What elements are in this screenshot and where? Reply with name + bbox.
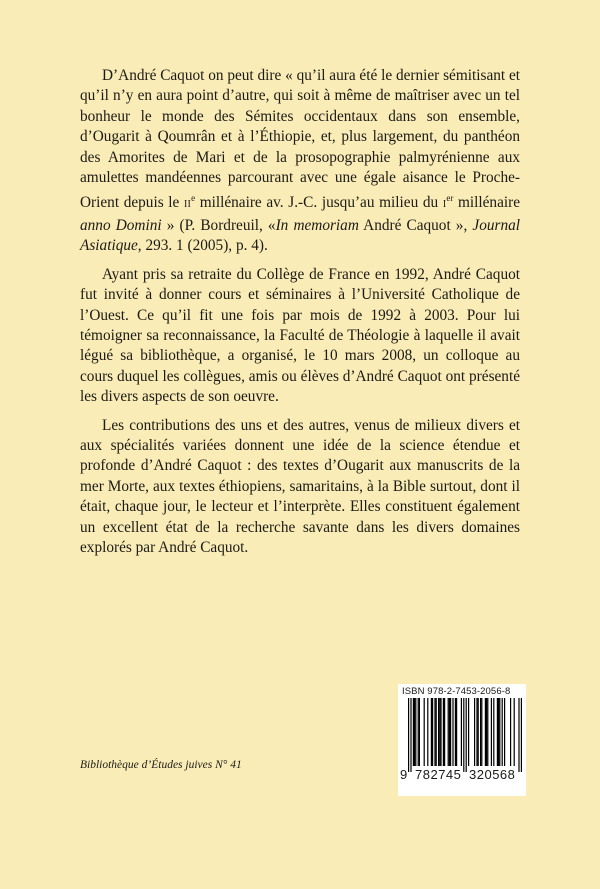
barcode-bar — [427, 698, 428, 766]
barcode-bar — [474, 698, 475, 766]
barcode-bar — [521, 698, 522, 772]
barcode-bar — [493, 698, 494, 766]
barcode-bar — [449, 698, 450, 766]
isbn-label: ISBN 978-2-7453-2056-8 — [402, 686, 511, 697]
barcode-bar — [514, 698, 515, 766]
roman-numeral-ii: II — [184, 199, 192, 211]
barcode-bar — [455, 698, 456, 766]
barcode-bar — [410, 698, 411, 772]
barcode-bar — [499, 698, 500, 766]
superscript-e: e — [191, 193, 196, 204]
barcode-bar — [408, 698, 409, 772]
barcode-bar — [463, 698, 464, 772]
barcode-bar — [439, 698, 440, 766]
barcode-bar — [419, 698, 420, 766]
barcode-bar — [456, 698, 457, 766]
ean-right-digits: 320568 — [469, 767, 516, 782]
ean-first-digit: 9 — [400, 767, 408, 782]
barcode-bar — [510, 698, 511, 766]
blurb-text — [80, 66, 520, 566]
barcode-bar — [461, 698, 462, 766]
roman-numeral-i: I — [442, 199, 447, 211]
isbn-barcode — [398, 684, 526, 796]
barcode-bar — [418, 698, 419, 766]
paragraph-1: D’André Caquot on peut dire « qu’il aura été le dernier sémitisant et qu’il n’y en aura point d’autre, qui soit à même de maîtriser avec un tel bonheur le monde des Sémites occidentaux dans son ensemble, d’Ougarit à Qoumrân et à l’Éthiopie, et, plus largement, du panthéon des Amorites de Mari et de la prosopographie palmyrénienne aux amulettes mandéennes parcourant avec une égale aisance le Proche-Orient depuis le IIe millénaire av. J.-C. jusqu’au milieu du Ier millénaire anno Domini » (P. Bordreuil, «In memoriam André Caquot », Journal Asiatique, 293. 1 (2005), p. 4). — [80, 67, 520, 255]
barcode-bar — [498, 698, 499, 766]
barcode-bar — [415, 698, 416, 766]
journal-title: Journal Asiatique — [80, 216, 520, 255]
barcode-bar — [448, 698, 449, 766]
anno-domini: anno Domini — [80, 216, 162, 234]
barcode-bar — [414, 698, 415, 766]
series-title: Bibliothèque d’Études juives N° 41 — [80, 759, 242, 771]
barcode-bar — [440, 698, 441, 766]
barcode-bar — [486, 698, 487, 766]
barcode-bar — [518, 698, 519, 772]
barcode-bar — [481, 698, 482, 766]
barcode-bar — [466, 698, 467, 772]
ean-digits — [398, 767, 526, 785]
barcode-bar — [452, 698, 453, 766]
ean-left-digits: 782745 — [415, 767, 462, 782]
barcode-bar — [504, 698, 505, 766]
barcode-bar — [438, 698, 439, 766]
paragraph-2: Ayant pris sa retraite du Collège de France en 1992, André Caquot fut invité à donner cours et séminaires à l’Université Catholique de l’Ouest. Ce qu’il fit une fois par mois de 1992 à 2003. Pour lui témoigner sa reconnaissance, la Faculté de Théologie à laquelle il avait légué sa bibliothèque, a organisé, le 10 mars 2008, un colloque au cours duquel les collègues, amis ou élèves d’André Caquot ont présenté les divers aspects de son oeuvre. — [80, 265, 520, 406]
barcode-bar — [434, 698, 435, 766]
barcode-bar — [432, 698, 433, 766]
barcode-bar — [436, 698, 437, 766]
barcode-bar — [487, 698, 488, 766]
barcode-bar — [491, 698, 492, 766]
barcode-bar — [431, 698, 432, 766]
barcode-bar — [468, 698, 469, 766]
barcode-bar — [450, 698, 451, 766]
barcode-bar — [413, 698, 414, 766]
barcode-bar — [497, 698, 498, 766]
barcode-bars — [398, 698, 526, 774]
barcode-bar — [444, 698, 445, 766]
paragraph-3: Les contributions des uns et des autres, venus de milieux divers et aux spécialités variées donnent une idée de la science étendue et profonde d’André Caquot : des textes d’Ougarit aux manuscrits de la mer Morte, aux textes éthiopiens, samaritains, à la Bible surtout, dont il était, chaque jour, le lecteur et l’interprète. Elles constituent également un excellent état de la recherche savante dans les divers domaines explorés par André Caquot. — [80, 416, 520, 557]
barcode-bar — [480, 698, 481, 766]
barcode-bar — [476, 698, 477, 766]
barcode-bar — [443, 698, 444, 766]
barcode-bar — [424, 698, 425, 766]
barcode-bar — [485, 698, 486, 766]
in-memoriam-title: In memoriam — [275, 216, 359, 234]
superscript-er: er — [446, 193, 454, 204]
barcode-bar — [502, 698, 503, 766]
barcode-bar — [478, 698, 479, 766]
